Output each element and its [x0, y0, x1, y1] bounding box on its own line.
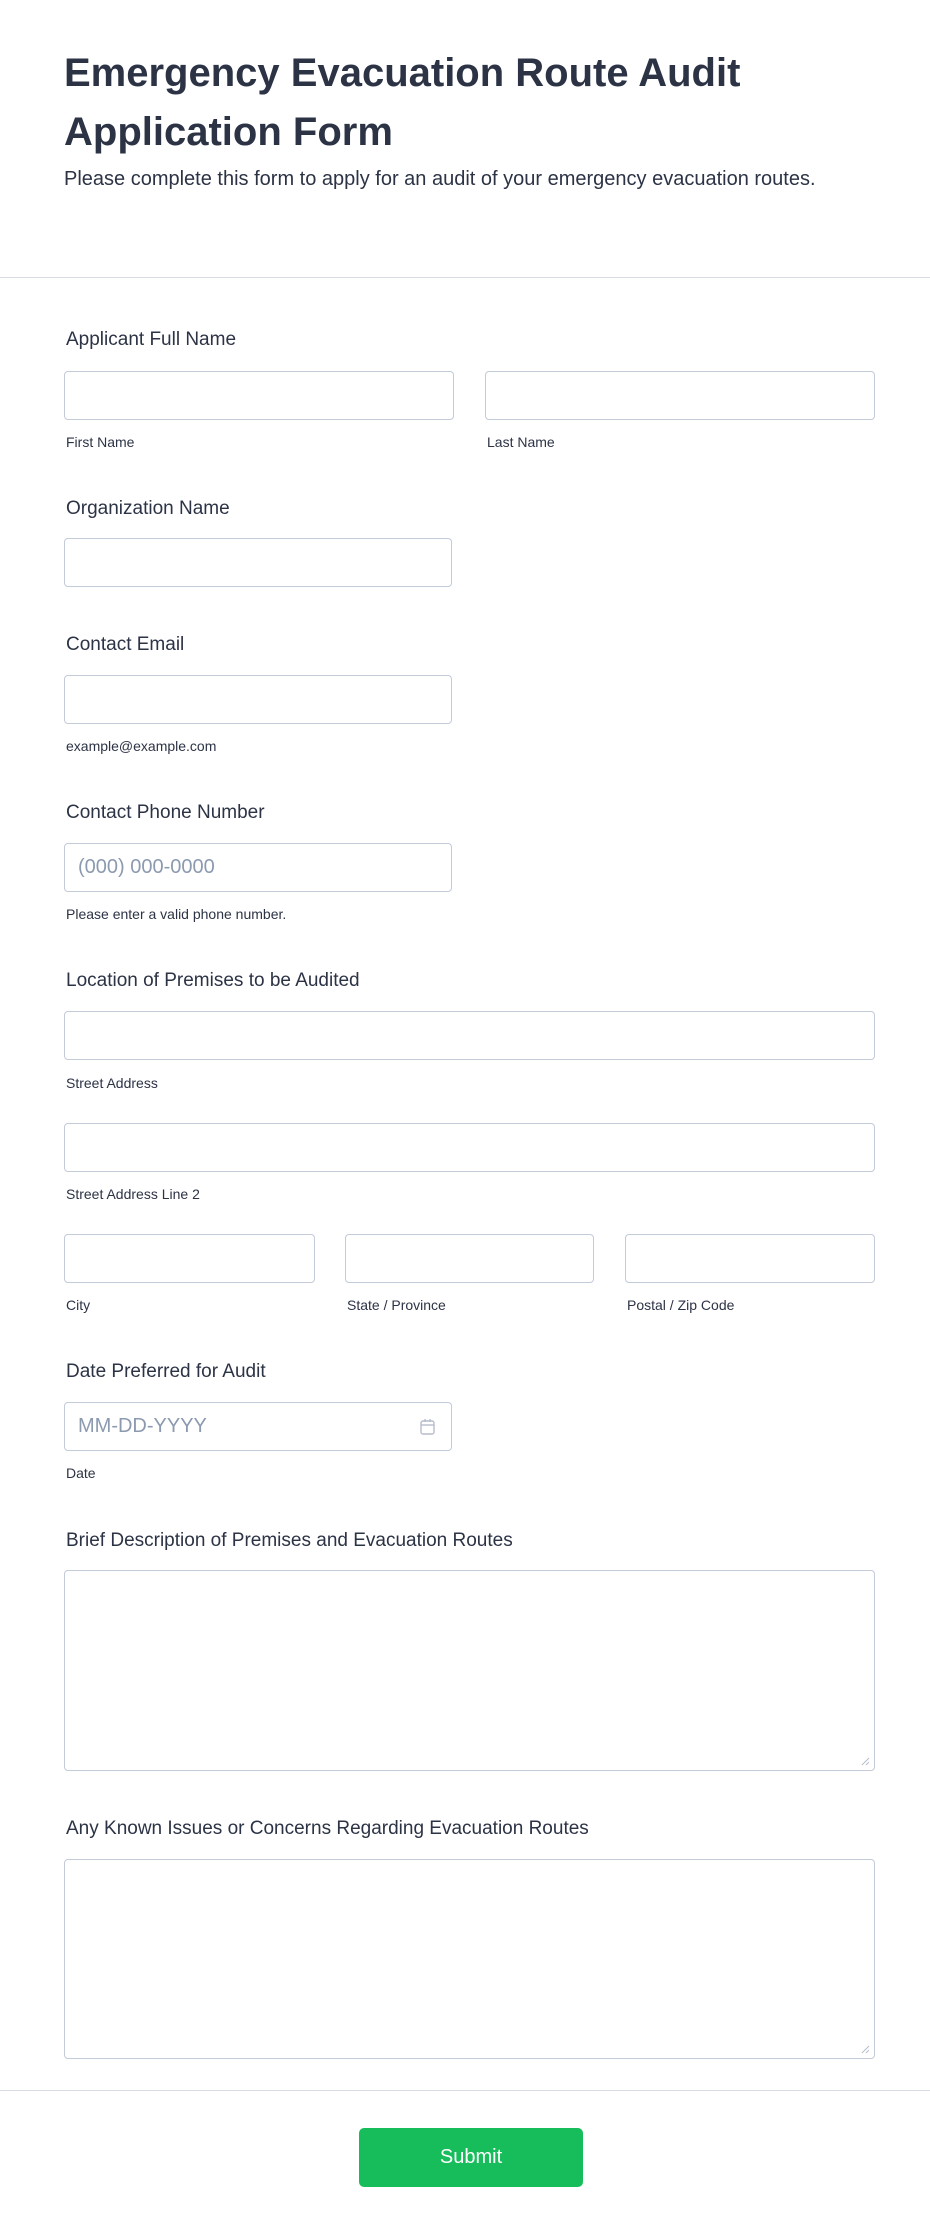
date-label: Date Preferred for Audit: [66, 1361, 266, 1382]
zip-input[interactable]: [625, 1234, 875, 1283]
calendar-icon[interactable]: [419, 1417, 437, 1437]
form-title: Emergency Evacuation Route Audit Application Form: [64, 51, 741, 154]
issues-label: Any Known Issues or Concerns Regarding Evacuation Routes: [66, 1818, 589, 1839]
issues-textarea[interactable]: [64, 1859, 875, 2059]
street-address-line2-sublabel: Street Address Line 2: [66, 1186, 200, 1202]
date-input[interactable]: [64, 1402, 452, 1451]
last-name-sublabel: Last Name: [487, 434, 555, 450]
address-label: Location of Premises to be Audited: [66, 970, 360, 991]
organization-input[interactable]: [64, 538, 452, 587]
form-subtitle: Please complete this form to apply for an audit of your emergency evacuation routes.: [64, 168, 816, 190]
description-label: Brief Description of Premises and Evacuation Routes: [66, 1530, 513, 1551]
street-address-line2-input[interactable]: [64, 1123, 875, 1172]
state-sublabel: State / Province: [347, 1297, 446, 1313]
date-sublabel: Date: [66, 1465, 96, 1481]
phone-label: Contact Phone Number: [66, 802, 265, 823]
state-input[interactable]: [345, 1234, 594, 1283]
applicant-name-label: Applicant Full Name: [66, 329, 237, 350]
resize-grip-icon[interactable]: [861, 1757, 870, 1766]
description-textarea[interactable]: [64, 1570, 875, 1771]
phone-input[interactable]: [64, 843, 452, 892]
phone-sublabel: Please enter a valid phone number.: [66, 906, 287, 922]
street-address-sublabel: Street Address: [66, 1075, 158, 1091]
email-label: Contact Email: [66, 634, 185, 655]
submit-button[interactable]: Submit: [359, 2128, 583, 2187]
header-divider: [0, 277, 930, 278]
last-name-input[interactable]: [485, 371, 875, 420]
first-name-input[interactable]: [64, 371, 454, 420]
email-sublabel: example@example.com: [66, 738, 217, 754]
organization-label: Organization Name: [66, 498, 230, 519]
first-name-sublabel: First Name: [66, 434, 135, 450]
phone-placeholder: (000) 000-0000: [78, 856, 215, 878]
city-sublabel: City: [66, 1297, 91, 1313]
footer-divider: [0, 2090, 930, 2091]
date-placeholder: MM-DD-YYYY: [78, 1415, 207, 1437]
street-address-input[interactable]: [64, 1011, 875, 1060]
email-input[interactable]: [64, 675, 452, 724]
city-input[interactable]: [64, 1234, 315, 1283]
resize-grip-icon[interactable]: [861, 2045, 870, 2054]
zip-sublabel: Postal / Zip Code: [627, 1297, 735, 1313]
